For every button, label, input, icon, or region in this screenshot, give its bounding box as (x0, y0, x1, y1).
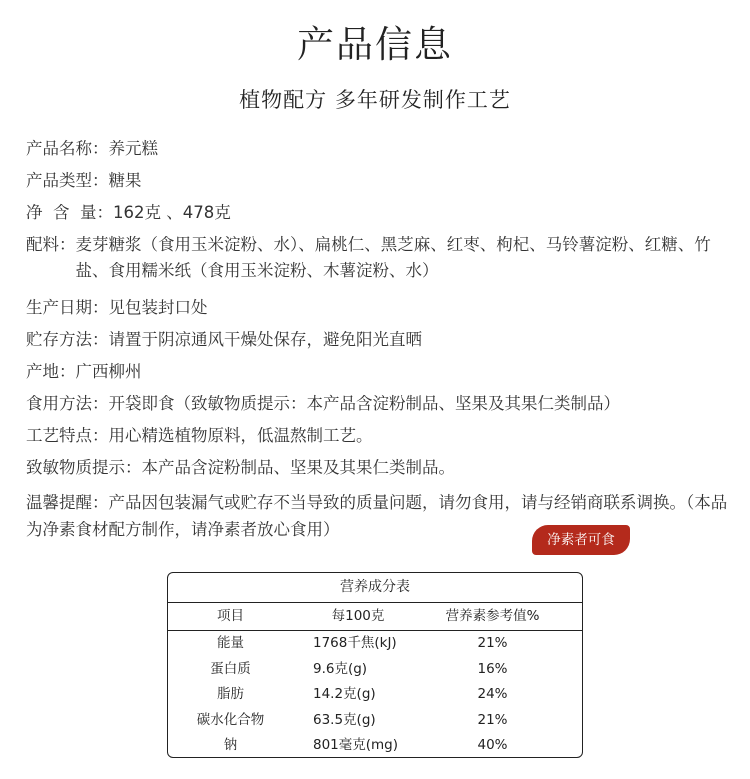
table-row (168, 682, 582, 708)
table-row (168, 708, 582, 734)
nutrient-name: 能量 (217, 635, 244, 651)
origin-value: 广西柳州 (75, 362, 142, 381)
info-row-name (26, 138, 738, 170)
nutrient-amount: 1768千焦(kJ) (313, 635, 397, 651)
page-subtitle: 植物配方 多年研发制作工艺 (239, 88, 511, 112)
table-row (168, 657, 582, 683)
nutrient-nrv: 21% (477, 635, 508, 651)
info-row-date (26, 297, 738, 329)
storage-label: 贮存方法： (26, 330, 109, 349)
weight-label: 净 含 量： (26, 203, 113, 222)
usage-value: 开袋即食（致敏物质提示：本产品含淀粉制品、坚果及其果仁类制品） (108, 394, 620, 413)
process-label: 工艺特点： (26, 426, 109, 445)
info-row-type (26, 170, 738, 202)
header-nrv: 营养素参考值% (445, 608, 540, 624)
allergen-value: 本产品含淀粉制品、坚果及其果仁类制品。 (141, 458, 455, 477)
nutrient-amount: 63.5克(g) (313, 711, 376, 728)
nutrient-name: 脂肪 (217, 686, 244, 702)
table-row (168, 631, 582, 657)
page-title: 产品信息 (297, 23, 453, 66)
usage-label: 食用方法： (26, 394, 109, 413)
type-value: 糖果 (108, 171, 142, 190)
product-info (26, 138, 738, 552)
nutrient-name: 碳水化合物 (196, 711, 265, 728)
nutrition-table (167, 572, 583, 758)
date-label: 生产日期： (26, 298, 109, 317)
allergen-label: 致敏物质提示： (26, 458, 142, 477)
nutrition-table-title: 营养成分表 (168, 573, 582, 603)
info-row-origin (26, 361, 738, 393)
weight-value: 162克 、478克 (112, 203, 231, 222)
nutrition-table-header (168, 603, 582, 631)
nutrient-name: 钠 (223, 737, 238, 753)
nutrient-nrv: 40% (477, 737, 508, 753)
info-row-ingredients (26, 234, 738, 297)
nutrient-amount: 14.2克(g) (313, 686, 376, 702)
process-value: 用心精选植物原料，低温熬制工艺。 (108, 426, 373, 445)
header-item: 项目 (217, 608, 244, 624)
nutrient-nrv: 16% (477, 660, 508, 677)
name-value: 养元糕 (108, 139, 158, 158)
type-label: 产品类型： (26, 171, 109, 190)
info-row-usage (26, 393, 738, 425)
nutrient-name: 蛋白质 (210, 660, 251, 677)
ingredients-value: 麦芽糖浆（食用玉米淀粉、水）、扁桃仁、黑芝麻、红枣、枸杞、马铃薯淀粉、红糖、竹盐、食用糯米纸（食用玉米淀粉、木薯淀粉、水） (75, 235, 711, 280)
vegan-badge: 净素者可食 (532, 525, 630, 555)
date-value: 见包装封口处 (108, 298, 208, 317)
storage-value: 请置于阴凉通风干燥处保存，避免阳光直晒 (108, 330, 422, 349)
name-label: 产品名称： (26, 139, 109, 158)
nutrient-nrv: 21% (477, 711, 508, 728)
origin-label: 产地： (26, 362, 76, 381)
info-row-process (26, 425, 738, 457)
table-row (168, 733, 582, 758)
info-row-weight (26, 202, 738, 234)
nutrient-amount: 9.6克(g) (313, 660, 368, 677)
nutrient-nrv: 24% (477, 686, 508, 702)
info-row-warm-tip (26, 489, 738, 552)
header-per-100g: 每100克 (331, 608, 385, 624)
info-row-storage (26, 329, 738, 361)
info-row-allergen (26, 457, 738, 489)
nutrient-amount: 801毫克(mg) (313, 737, 399, 753)
warm-value: 产品因包装漏气或贮存不当导致的质量问题，请勿食用，请与经销商联系调换。（本品为净素食材配方制作，请净素者放心食用） (26, 493, 728, 539)
warm-label: 温馨提醒： (26, 493, 109, 512)
ingredients-label: 配料： (26, 235, 76, 254)
